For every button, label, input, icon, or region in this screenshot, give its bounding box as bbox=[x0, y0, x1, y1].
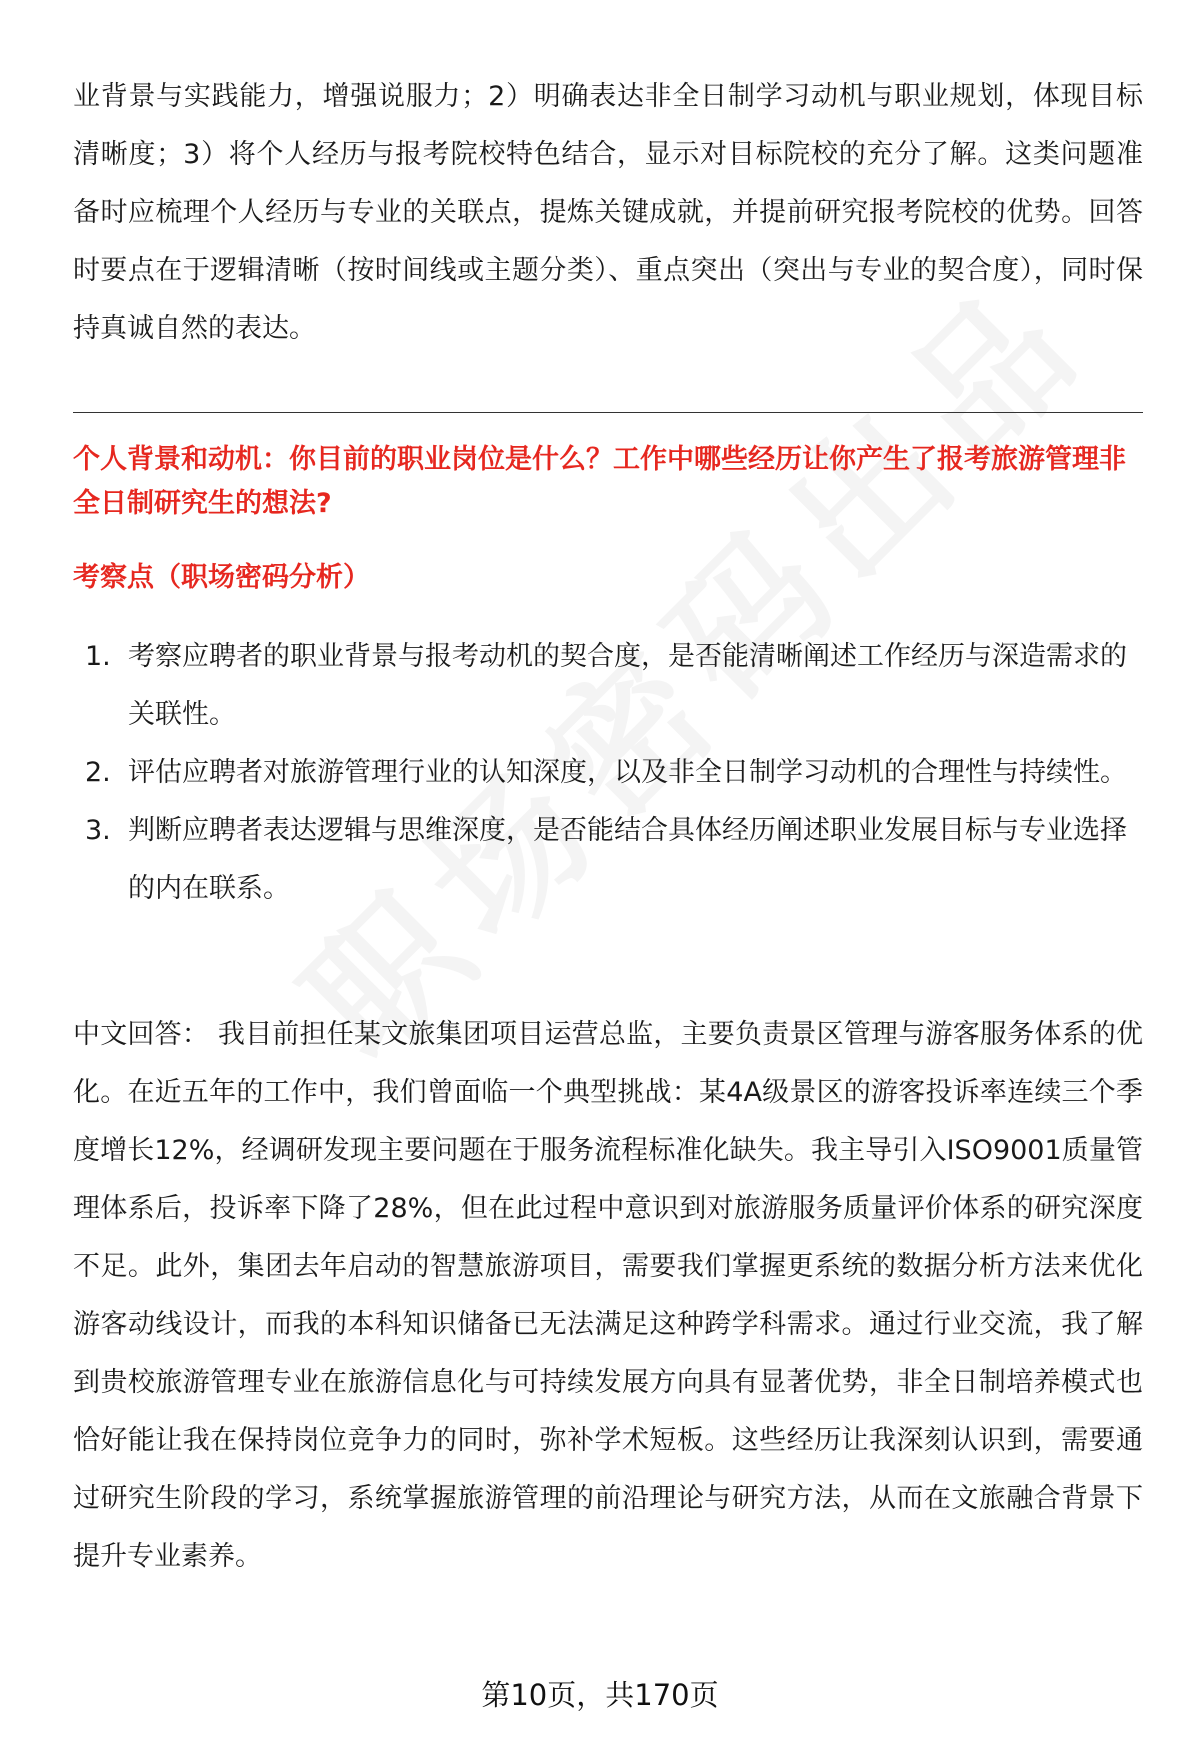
analysis-points-list bbox=[73, 628, 1143, 918]
intro-paragraph: 业背景与实践能力，增强说服力；2）明确表达非全日制学习动机与职业规划，体现目标清晰度；3）将个人经历与报考院校特色结合，显示对目标院校的充分了解。这类问题准备时应梳理个人经历与专业的关联点，提炼关键成就，并提前研究报考院校的优势。回答时要点在于逻辑清晰（按时间线或主题分类）、重点突出（突出与专业的契合度），同时保持真诚自然的表达。 bbox=[73, 81, 1143, 344]
question-heading: 个人背景和动机：你目前的职业岗位是什么？工作中哪些经历让你产生了报考旅游管理非全日制研究生的想法? bbox=[73, 444, 1126, 519]
list-item-text: 评估应聘者对旅游管理行业的认知深度，以及非全日制学习动机的合理性与持续性。 bbox=[128, 757, 1127, 788]
list-item bbox=[73, 744, 1143, 802]
list-number: 2. bbox=[85, 757, 111, 788]
list-item bbox=[73, 628, 1143, 744]
list-item-text: 考察应聘者的职业背景与报考动机的契合度，是否能清晰阐述工作经历与深造需求的关联性。 bbox=[128, 641, 1127, 730]
section-divider bbox=[73, 412, 1143, 413]
analysis-subheading: 考察点（职场密码分析） bbox=[73, 562, 370, 593]
list-item-text: 判断应聘者表达逻辑与思维深度，是否能结合具体经历阐述职业发展目标与专业选择的内在联系。 bbox=[128, 815, 1127, 904]
list-number: 3. bbox=[85, 815, 111, 846]
list-number: 1. bbox=[85, 641, 111, 672]
page-footer: 第10页，共170页 bbox=[481, 1678, 719, 1712]
list-item bbox=[73, 802, 1143, 918]
answer-paragraph: 中文回答： 我目前担任某文旅集团项目运营总监，主要负责景区管理与游客服务体系的优化。在近五年的工作中，我们曾面临一个典型挑战：某4A级景区的游客投诉率连续三个季度增长12%，经调研发现主要问题在于服务流程标准化缺失。我主导引入ISO9001质量管理体系后，投诉率下降了28%，但在此过程中意识到对旅游服务质量评价体系的研究深度不足。此外，集团去年启动的智慧旅游项目，需要我们掌握更系统的数据分析方法来优化游客动线设计，而我的本科知识储备已无法满足这种跨学科需求。通过行业交流，我了解到贵校旅游管理专业在旅游信息化与可持续发展方向具有显著优势，非全日制培养模式也恰好能让我在保持岗位竞争力的同时，弥补学术短板。这些经历让我深刻认识到，需要通过研究生阶段的学习，系统掌握旅游管理的前沿理论与研究方法，从而在文旅融合背景下提升专业素养。 bbox=[73, 1019, 1143, 1572]
